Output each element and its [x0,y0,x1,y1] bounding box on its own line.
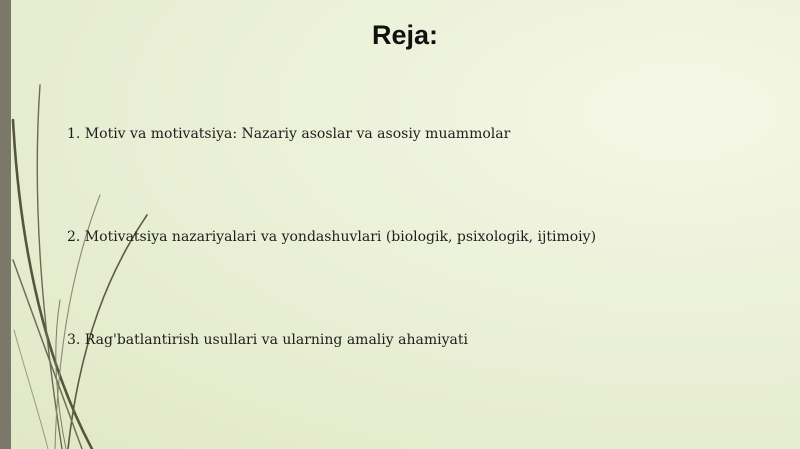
plan-item-1: 1. Motiv va motivatsiya: Nazariy asoslar va asosiy muammolar [67,126,511,142]
plan-item-2: 2. Motivatsiya nazariyalari va yondashuvlari (biologik, psixologik, ijtimoiy) [67,229,597,245]
slide-title: Reja: [371,20,439,50]
plan-item-3: 3. Rag'batlantirish usullari va ularning amaliy ahamiyati [67,332,468,348]
